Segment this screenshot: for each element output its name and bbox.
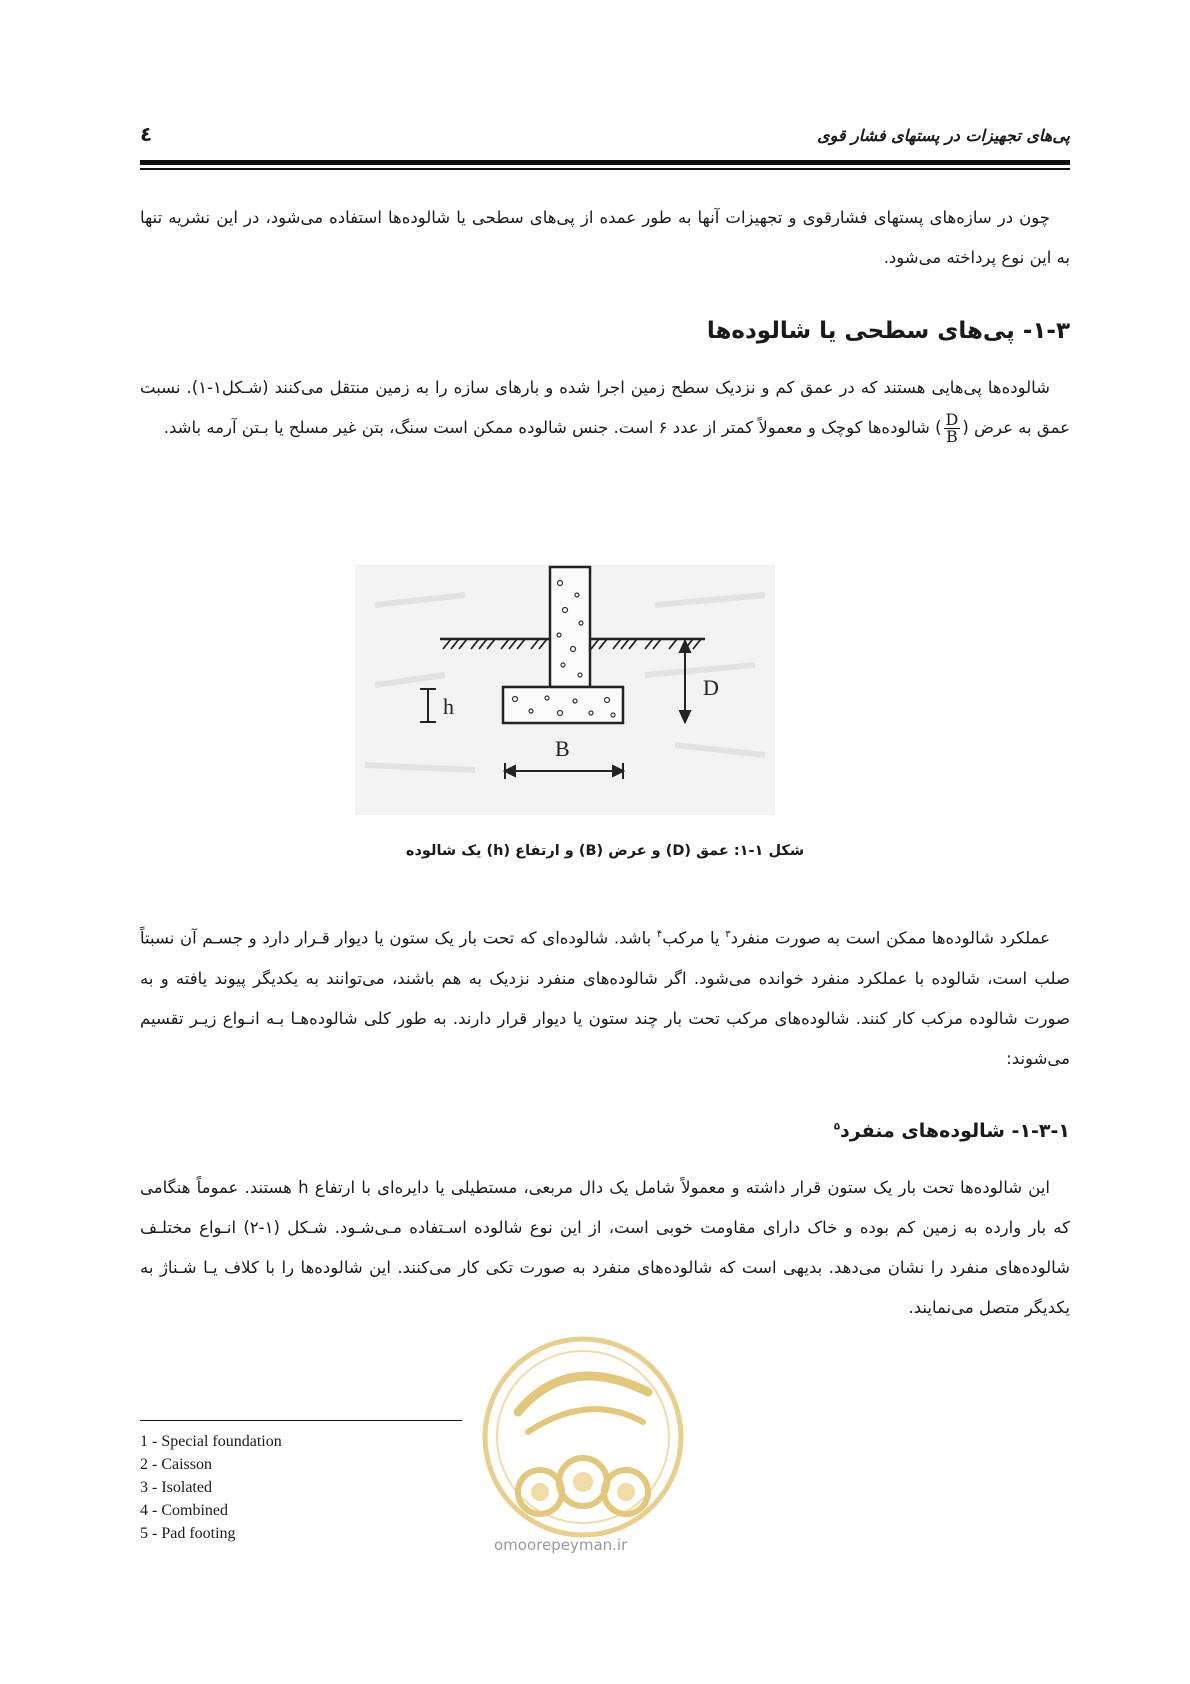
watermark-url: omoorepeyman.ir <box>494 1536 628 1554</box>
footnote-2: 2 - Caisson <box>140 1456 212 1473</box>
header-rule-thin <box>140 168 1070 170</box>
footnote-ref-3[interactable]: ۳ <box>725 929 731 940</box>
footnote-3: 3 - Isolated <box>140 1479 212 1496</box>
height-label: h <box>443 694 454 719</box>
para2-text-1: عملکرد شالوده‌ها ممکن است به صورت منفرد <box>730 928 1051 948</box>
section-paragraph <box>140 368 1070 448</box>
isolated-footing-paragraph <box>140 1168 1070 1328</box>
page-header <box>140 118 1070 154</box>
section-heading: ۱-۳- پی‌های سطحی یا شالوده‌ها <box>706 318 1070 344</box>
column <box>550 567 590 687</box>
footnotes <box>140 1430 282 1545</box>
header-rule-thick <box>140 160 1070 165</box>
subsection-text: این شالوده‌ها تحت بار یک ستون قرار داشته و معمولاً شامل یک دال مربعی، مستطیلی یا دایره‌ای با ارتفاع h هستند. عموماً هنگامی که بار وارده به زمین کم بوده و خاک دارای مقاومت خوبی است، از این نوع شالوده اسـتفاده مـی‌شـود. شـکل (۱-۲) انـواع مختلـف شالوده‌های منفرد را نشان می‌دهد. بدیهی است که شالوده‌های منفرد به صورت تکی کار می‌کنند. این شالوده‌ها را با کلاف یـا شـناژ به یکدیگر متصل می‌نمایند. <box>140 1178 1070 1317</box>
page-number: ٤ <box>140 122 153 146</box>
width-label: B <box>555 736 570 761</box>
footnote-ref-4[interactable]: ۴ <box>656 929 663 940</box>
section-text-a: شالوده‌ها پی‌هایی هستند که در عمق کم و نزدیک سطح زمین اجرا شده و بارهای سازه را به زمین منتقل می‌کنند (شـکل۱-۱). نسبت عمق به عرض ( <box>140 378 1070 437</box>
watermark-logo <box>478 1332 688 1542</box>
intro-paragraph <box>140 198 1070 278</box>
subsection-heading <box>834 1120 1070 1142</box>
footing-slab <box>503 687 623 723</box>
ratio-denominator: B <box>946 427 958 446</box>
depth-label: D <box>703 675 719 700</box>
running-title: پی‌های تجهیزات در پستهای فشار قوی <box>817 126 1070 145</box>
section-text-b: ) شالوده‌ها کوچک و معمولاً کمتر از عدد ۶ است. جنس شالوده ممکن است سنگ، بتن غیر مسلح یا بـتن آرمه باشد. <box>163 418 942 437</box>
para2-text-2: یا مرکب <box>662 928 726 948</box>
footnote-5: 5 - Pad footing <box>140 1525 236 1542</box>
depth-width-ratio <box>944 412 961 445</box>
footnote-ref-5[interactable]: ۵ <box>833 1121 840 1133</box>
footnote-1: 1 - Special foundation <box>140 1433 282 1450</box>
para2-text-3: باشد. شالوده‌ای که تحت بار یک ستون یا دیوار قـرار دارد و جسـم آن نسبتاً صلب است، شالوده با عملکرد منفرد خوانده می‌شود. اگر شالوده‌های منفرد نزدیک به هم باشند، می‌توانند به یکدیگر پیوند یافته و به صورت شالوده مرکب کار کنند. شالوده‌های مرکب تحت بار چند ستون یا دیوار قرار دارند. به طور کلی شالوده‌هـا بـه انـواع زیـر تقسیم می‌شوند: <box>140 928 1070 1068</box>
footnote-4: 4 - Combined <box>140 1502 228 1519</box>
figure-caption: شکل ۱-۱: عمق (D) و عرض (B) و ارتفاع (h) یک شالوده <box>405 843 805 859</box>
ratio-numerator: D <box>945 410 959 429</box>
footing-diagram <box>355 565 775 815</box>
combined-paragraph <box>140 915 1070 1079</box>
footnote-rule <box>140 1420 462 1421</box>
intro-text: چون در سازه‌های پستهای فشارقوی و تجهیزات آنها به طور عمده از پی‌های سطحی یا شالوده‌ها استفاده می‌شود، در این نشریه تنها به این نوع پرداخته می‌شود. <box>140 208 1070 267</box>
subsection-heading-text: ۱-۳-۱- شالوده‌های منفرد <box>840 1120 1070 1142</box>
